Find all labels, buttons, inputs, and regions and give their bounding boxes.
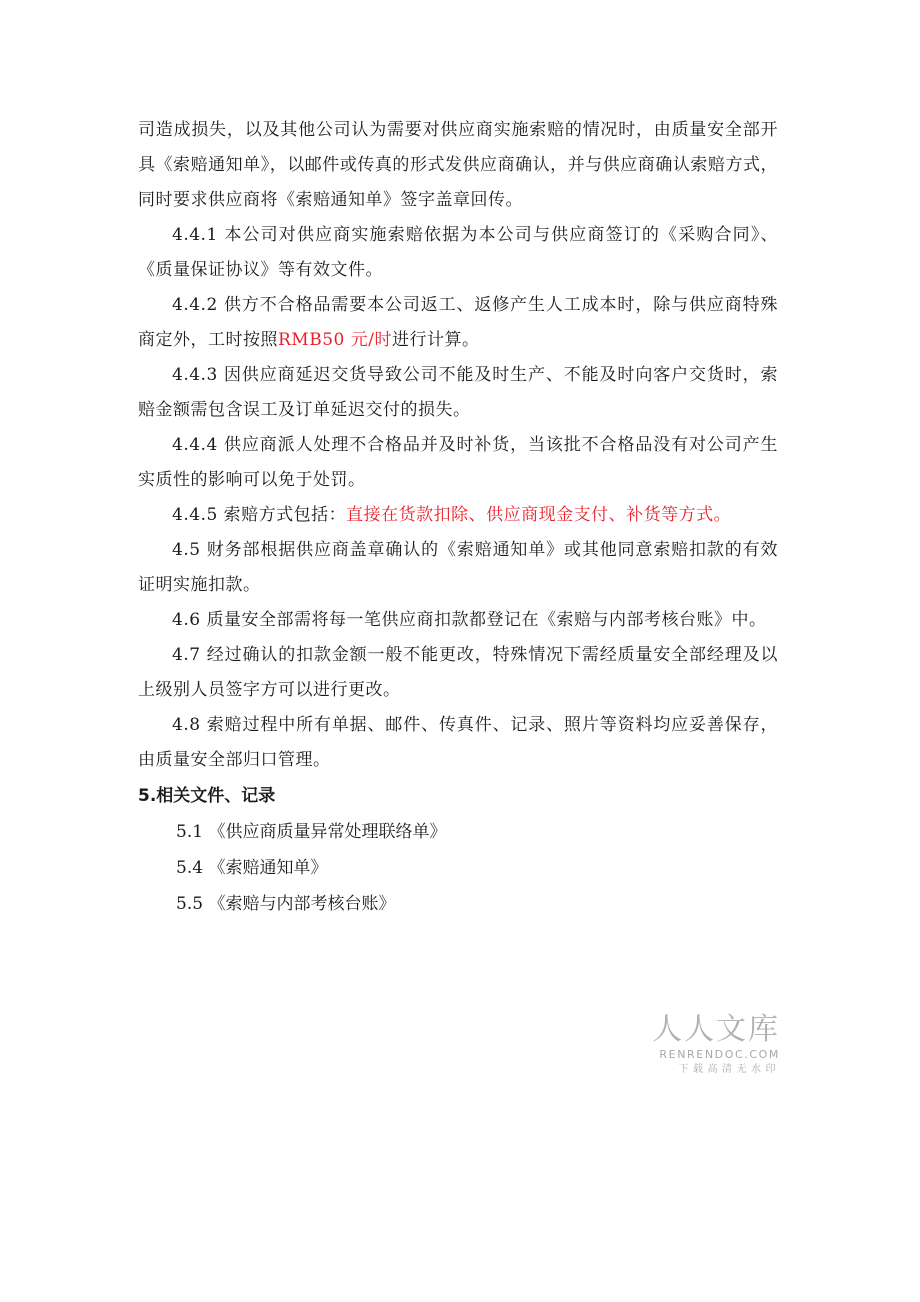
claim-methods-highlight: 直接在货款扣除、供应商现金支付、补货等方式。	[346, 505, 732, 525]
paragraph-4-8: 4.8 索赔过程中所有单据、邮件、传真件、记录、照片等资料均应妥善保存，由质量安全部归口管理。	[138, 715, 778, 770]
watermark-logo: 人人文库	[652, 1012, 780, 1047]
reference-item: 5.5 《索赔与内部考核台账》	[176, 894, 396, 914]
watermark-site: RENRENDOC.COM	[659, 1048, 780, 1061]
paragraph-4-4-5-text: 4.4.5 索赔方式包括：	[172, 505, 347, 525]
paragraph-4-5: 4.5 财务部根据供应商盖章确认的《索赔通知单》或其他同意索赔扣款的有效证明实施扣款。	[138, 540, 778, 595]
paragraph-4-4-2-tail: 进行计算。	[391, 330, 480, 350]
paragraph-continuation: 司造成损失，以及其他公司认为需要对供应商实施索赔的情况时，由质量安全部开具《索赔通知单》，以邮件或传真的形式发供应商确认，并与供应商确认索赔方式，同时要求供应商将《索赔通知单》签字盖章回传。	[138, 120, 778, 210]
watermark-tagline: 下载高清无水印	[678, 1064, 780, 1075]
paragraph-4-4-4: 4.4.4 供应商派人处理不合格品并及时补货，当该批不合格品没有对公司产生实质性的影响可以免于处罚。	[138, 435, 778, 490]
reference-item: 5.4 《索赔通知单》	[176, 858, 328, 878]
section-heading: 5.相关文件、记录	[138, 786, 276, 806]
reference-item: 5.1 《供应商质量异常处理联络单》	[176, 822, 447, 842]
paragraph-4-7: 4.7 经过确认的扣款金额一般不能更改，特殊情况下需经质量安全部经理及以上级别人员签字方可以进行更改。	[138, 645, 778, 700]
labor-rate-highlight: RMB50 元/时	[278, 330, 392, 350]
paragraph-4-4-1: 4.4.1 本公司对供应商实施索赔依据为本公司与供应商签订的《采购合同》、《质量保证协议》等有效文件。	[138, 225, 778, 280]
paragraph-4-4-5	[138, 498, 778, 533]
paragraph-4-6: 4.6 质量安全部需将每一笔供应商扣款都登记在《索赔与内部考核台账》中。	[172, 610, 767, 630]
paragraph-4-4-2	[138, 288, 778, 358]
document-body	[138, 113, 778, 922]
paragraph-4-4-3: 4.4.3 因供应商延迟交货导致公司不能及时生产、不能及时向客户交货时，索赔金额需包含误工及订单延迟交付的损失。	[138, 365, 778, 420]
paragraph-4-4-2-text: 4.4.2 供方不合格品需要本公司返工、返修产生人工成本时，除与供应商特殊商定外，工时按照	[138, 295, 778, 350]
watermark	[640, 1012, 780, 1078]
